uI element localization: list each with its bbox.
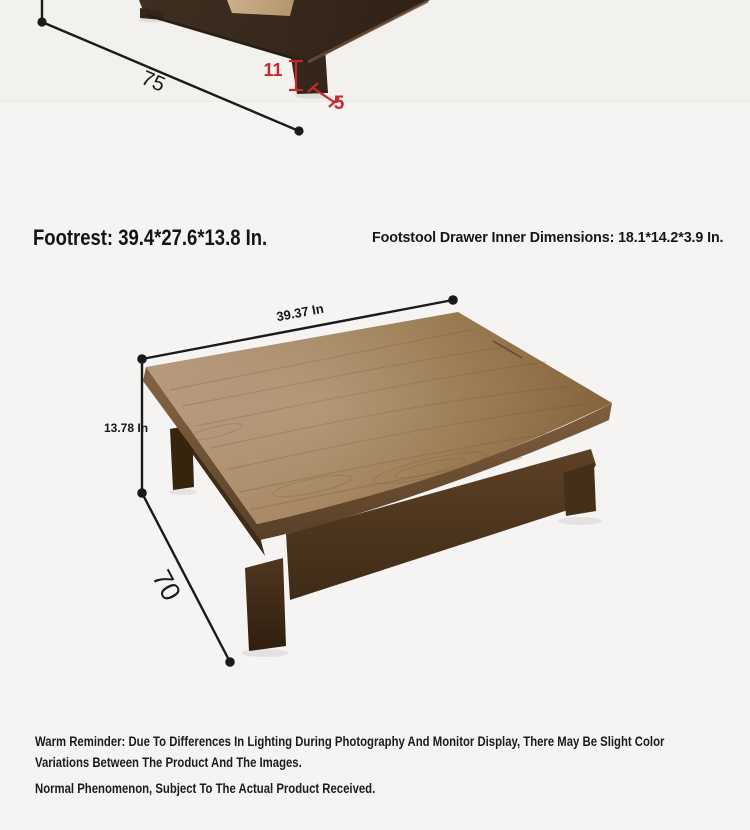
dimension-dot	[225, 657, 235, 667]
warm-reminder-line2: Variations Between The Product And The Images.	[35, 755, 302, 770]
stool-leg-shadow	[241, 649, 289, 657]
stool-height-label: 13.78 In	[104, 421, 149, 435]
stool-leg-shadow	[558, 517, 602, 525]
dimension-dot	[37, 17, 46, 26]
stool-leg-front-left	[245, 558, 286, 651]
leg-height-label: 11	[263, 60, 283, 80]
dimension-dot	[137, 488, 147, 498]
footstool-photo	[143, 312, 612, 657]
dimension-dot	[448, 295, 458, 305]
drawer-dimensions-title: Footstool Drawer Inner Dimensions: 18.1*14.2*3.9 In.	[372, 229, 724, 246]
dimension-dot	[294, 126, 303, 135]
footrest-dimensions-title: Footrest: 39.4*27.6*13.8 In.	[33, 225, 268, 250]
bed-length-label: 75	[137, 66, 169, 97]
bed-corner-photo	[139, 0, 430, 99]
leg-depth-label: 5	[333, 93, 345, 114]
stool-width-label: 39.37 In	[275, 300, 325, 325]
stool-depth-label: 70	[146, 564, 187, 606]
dimension-dot	[137, 354, 147, 364]
warm-reminder-line1: Warm Reminder: Due To Differences In Lighting During Photography And Monitor Display, There May Be Slight Color	[35, 734, 665, 749]
normal-phenomenon-line: Normal Phenomenon, Subject To The Actual Product Received.	[35, 781, 376, 796]
